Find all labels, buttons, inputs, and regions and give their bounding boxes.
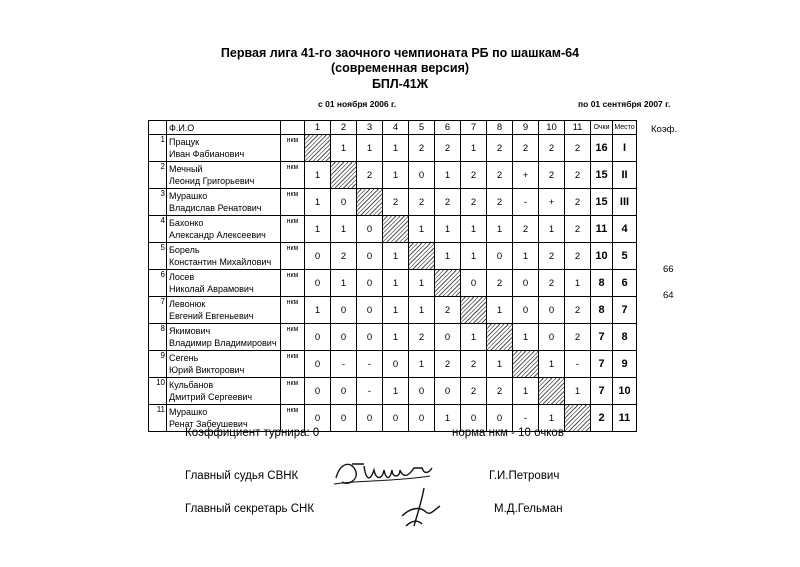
result-cell: 1 [357,135,383,162]
result-cell: 1 [409,297,435,324]
result-cell: 0 [539,297,565,324]
player-points: 7 [591,378,613,405]
header-col: 7 [461,121,487,135]
result-cell: 2 [461,378,487,405]
result-cell: 1 [383,297,409,324]
player-last-name: Мурашко [169,407,208,417]
result-cell: 1 [487,216,513,243]
player-name [167,135,281,162]
player-last-name: Мурашко [169,191,208,201]
result-cell: 0 [331,378,357,405]
player-number: 3 [149,189,167,216]
player-first-name: Ренат Забеушевич [169,419,248,429]
result-cell: 2 [487,378,513,405]
header-points: Очки [591,121,613,135]
result-cell: 1 [487,351,513,378]
player-first-name: Николай Аврамович [169,284,254,294]
player-name [167,324,281,351]
player-first-name: Юрий Викторович [169,365,245,375]
header-col: 8 [487,121,513,135]
result-cell: 0 [305,351,331,378]
result-cell: 1 [305,162,331,189]
diagonal-cell [305,135,331,162]
player-place: 7 [613,297,637,324]
result-cell: 2 [565,243,591,270]
player-place: 11 [613,405,637,432]
title-line-1: Первая лига 41-го заочного чемпионата РБ по шашкам-64 [220,46,580,60]
result-cell: 2 [513,216,539,243]
player-category: нкм [281,189,305,216]
result-cell: 0 [435,378,461,405]
player-last-name: Борель [169,245,200,255]
header-num-cell [149,121,167,135]
result-cell: + [513,162,539,189]
player-number: 10 [149,378,167,405]
result-cell: 0 [331,324,357,351]
header-col: 10 [539,121,565,135]
result-cell: 0 [487,243,513,270]
result-cell: 0 [513,297,539,324]
result-cell: 0 [357,216,383,243]
player-points: 7 [591,351,613,378]
player-row [149,216,637,243]
result-cell: 1 [305,189,331,216]
player-row [149,378,637,405]
header-col: 6 [435,121,461,135]
end-date: по 01 сентября 2007 г. [578,99,671,109]
result-cell: - [513,405,539,432]
player-last-name: Лосев [169,272,195,282]
result-cell: 1 [487,297,513,324]
koef-header: Коэф. [651,124,678,135]
player-row [149,189,637,216]
result-cell: 1 [383,243,409,270]
player-points: 8 [591,270,613,297]
player-row [149,135,637,162]
result-cell: 1 [331,135,357,162]
player-last-name: Бахонко [169,218,204,228]
player-name [167,297,281,324]
result-cell: 1 [461,243,487,270]
result-cell: 1 [461,135,487,162]
player-name [167,270,281,297]
result-cell: 1 [305,216,331,243]
result-cell: 1 [461,324,487,351]
result-cell: 0 [461,405,487,432]
result-cell: + [539,189,565,216]
diagonal-cell [487,324,513,351]
result-cell: 2 [487,162,513,189]
player-last-name: Сегень [169,353,199,363]
diagonal-cell [461,297,487,324]
result-cell: 0 [383,405,409,432]
player-points: 2 [591,405,613,432]
result-cell: 0 [461,270,487,297]
result-cell: 2 [539,243,565,270]
result-cell: 1 [565,270,591,297]
player-number: 11 [149,405,167,432]
result-cell: 1 [461,216,487,243]
player-name [167,378,281,405]
start-date: с 01 ноября 2006 г. [318,99,397,109]
player-name [167,243,281,270]
player-place: 8 [613,324,637,351]
result-cell: 1 [435,243,461,270]
player-category: нкм [281,405,305,432]
result-cell: - [357,378,383,405]
player-number: 7 [149,297,167,324]
result-cell: 2 [435,351,461,378]
header-col: 11 [565,121,591,135]
result-cell: 2 [487,270,513,297]
result-cell: 2 [383,189,409,216]
header-col: 9 [513,121,539,135]
player-category: нкм [281,378,305,405]
header-col: 4 [383,121,409,135]
player-place: II [613,162,637,189]
result-cell: 1 [435,216,461,243]
result-cell: 2 [461,162,487,189]
chief-secretary-label: Главный секретарь СНК [185,503,315,515]
player-row [149,351,637,378]
result-cell: 2 [357,162,383,189]
result-cell: 2 [513,135,539,162]
result-cell: 0 [305,270,331,297]
player-points: 11 [591,216,613,243]
result-cell: 2 [435,297,461,324]
result-cell: 2 [539,135,565,162]
player-number: 4 [149,216,167,243]
koef-value: 66 [663,264,674,275]
result-cell: 1 [435,405,461,432]
result-cell: 1 [513,243,539,270]
diagonal-cell [513,351,539,378]
result-cell: 2 [461,351,487,378]
header-col: 2 [331,121,357,135]
result-cell: 2 [409,324,435,351]
result-cell: 1 [383,324,409,351]
result-cell: 2 [487,135,513,162]
result-cell: 2 [565,324,591,351]
player-points: 15 [591,189,613,216]
player-name [167,162,281,189]
diagonal-cell [331,162,357,189]
result-cell: 2 [565,162,591,189]
player-last-name: Кульбанов [169,380,214,390]
result-cell: 2 [461,189,487,216]
result-cell: 0 [357,324,383,351]
player-place: 6 [613,270,637,297]
result-cell: 1 [513,324,539,351]
diagonal-cell [435,270,461,297]
header-cat-cell [281,121,305,135]
result-cell: 0 [331,189,357,216]
player-category: нкм [281,162,305,189]
result-cell: 2 [487,189,513,216]
koef-value: 64 [663,290,674,301]
player-name [167,351,281,378]
player-points: 16 [591,135,613,162]
player-place: 4 [613,216,637,243]
result-cell: 0 [305,324,331,351]
player-name [167,216,281,243]
result-cell: 1 [383,270,409,297]
result-cell: 1 [435,162,461,189]
result-cell: 2 [565,216,591,243]
result-cell: 1 [409,216,435,243]
player-row [149,243,637,270]
player-number: 6 [149,270,167,297]
player-row [149,324,637,351]
player-place: I [613,135,637,162]
player-number: 8 [149,324,167,351]
player-points: 15 [591,162,613,189]
result-cell: 2 [565,135,591,162]
player-number: 5 [149,243,167,270]
diagonal-cell [409,243,435,270]
player-row [149,270,637,297]
result-cell: 1 [331,270,357,297]
result-cell: 2 [409,189,435,216]
result-cell: 2 [435,189,461,216]
result-cell: 1 [539,216,565,243]
result-cell: - [565,351,591,378]
player-first-name: Иван Фабианович [169,149,245,159]
result-cell: 1 [383,378,409,405]
result-cell: 0 [357,270,383,297]
diagonal-cell [539,378,565,405]
player-last-name: Працук [169,137,200,147]
player-category: нкм [281,243,305,270]
result-cell: 0 [383,351,409,378]
tournament-coefficient: Коэффициент турнира: 0 [185,427,320,439]
result-cell: 2 [539,270,565,297]
result-cell: 1 [331,216,357,243]
player-last-name: Мечный [169,164,203,174]
chief-judge-label: Главный судья СВНК [185,470,299,482]
diagonal-cell [383,216,409,243]
result-cell: 0 [357,405,383,432]
crosstable [148,120,637,432]
result-cell: 0 [357,243,383,270]
player-first-name: Дмитрий Сергеевич [169,392,253,402]
header-place: Место [613,121,637,135]
result-cell: 2 [435,135,461,162]
diagonal-cell [565,405,591,432]
result-cell: 1 [539,351,565,378]
result-cell: 0 [539,324,565,351]
player-first-name: Владимир Владимирович [169,338,277,348]
player-place: 9 [613,351,637,378]
result-cell: - [357,351,383,378]
result-cell: 0 [409,405,435,432]
header-row [149,121,637,135]
player-number: 9 [149,351,167,378]
result-cell: 1 [409,270,435,297]
player-points: 7 [591,324,613,351]
result-cell: 0 [305,405,331,432]
result-cell: 1 [383,162,409,189]
norm-text: норма нкм - 10 очков [452,427,564,439]
result-cell: - [513,189,539,216]
player-first-name: Александр Алексеевич [169,230,266,240]
player-category: нкм [281,351,305,378]
result-cell: 0 [487,405,513,432]
result-cell: 0 [409,378,435,405]
player-number: 2 [149,162,167,189]
result-cell: 2 [331,243,357,270]
result-cell: 1 [383,135,409,162]
player-points: 8 [591,297,613,324]
player-category: нкм [281,324,305,351]
player-last-name: Якимович [169,326,211,336]
player-first-name: Евгений Евгеньевич [169,311,254,321]
player-category: нкм [281,216,305,243]
player-category: нкм [281,135,305,162]
player-first-name: Владислав Ренатович [169,203,262,213]
player-row [149,297,637,324]
result-cell: 0 [409,162,435,189]
player-points: 10 [591,243,613,270]
result-cell: 1 [409,351,435,378]
result-cell: 1 [565,378,591,405]
player-place: 5 [613,243,637,270]
result-cell: 0 [305,378,331,405]
player-number: 1 [149,135,167,162]
result-cell: 2 [539,162,565,189]
header-col: 3 [357,121,383,135]
header-name: Ф.И.О [167,121,281,135]
result-cell: 0 [305,243,331,270]
secretary-signature [396,486,446,532]
player-first-name: Константин Михайлович [169,257,272,267]
player-category: нкм [281,270,305,297]
title-line-2: (современная версия) [330,61,470,75]
chief-secretary-name: М.Д.Гельман [494,503,563,515]
result-cell: 0 [331,297,357,324]
diagonal-cell [357,189,383,216]
player-name [167,189,281,216]
player-place: III [613,189,637,216]
header-col: 5 [409,121,435,135]
result-cell: 0 [513,270,539,297]
player-place: 10 [613,378,637,405]
chief-judge-name: Г.И.Петрович [489,470,560,482]
player-first-name: Леонид Григорьевич [169,176,255,186]
result-cell: 2 [565,297,591,324]
result-cell: - [331,351,357,378]
result-cell: 0 [357,297,383,324]
result-cell: 0 [331,405,357,432]
result-cell: 2 [409,135,435,162]
result-cell: 1 [305,297,331,324]
result-cell: 1 [539,405,565,432]
player-row [149,162,637,189]
player-category: нкм [281,297,305,324]
player-last-name: Левонюк [169,299,206,309]
title-line-3: БПЛ-41Ж [371,77,429,91]
result-cell: 1 [513,378,539,405]
result-cell: 2 [565,189,591,216]
result-cell: 0 [435,324,461,351]
header-col: 1 [305,121,331,135]
